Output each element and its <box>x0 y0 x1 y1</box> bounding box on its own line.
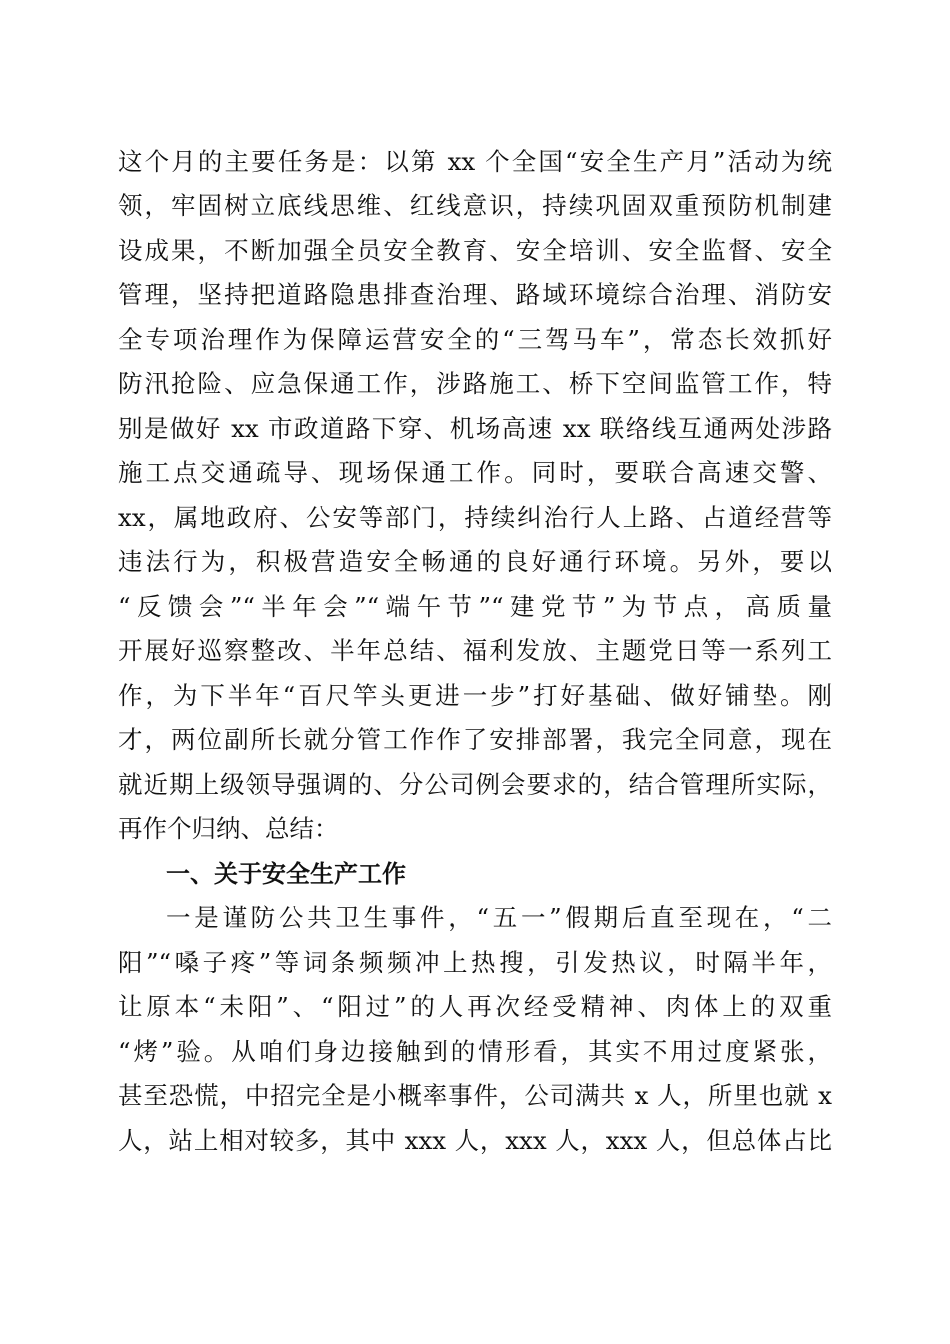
paragraph-line: 再作个归纳、总结： <box>118 814 339 843</box>
paragraph-line: 防汛抢险、应急保通工作，涉路施工、桥下空间监管工作，特 <box>118 369 832 398</box>
paragraph-line: 这个月的主要任务是：以第 xx 个全国“安全生产月”活动为统 <box>118 147 832 176</box>
paragraph-line: “反馈会”“半年会”“端午节”“建党节”为节点，高质量 <box>118 592 832 621</box>
section-heading: 一、关于安全生产工作 <box>166 860 406 888</box>
paragraph-line: 一是谨防公共卫生事件，“五一”假期后直至现在，“二 <box>166 903 832 932</box>
paragraph-line: 就近期上级领导强调的、分公司例会要求的，结合管理所实际， <box>118 770 832 799</box>
paragraph-line: xx，属地政府、公安等部门，持续纠治行人上路、占道经营等 <box>118 503 832 532</box>
paragraph-line: 才，两位副所长就分管工作作了安排部署，我完全同意，现在 <box>118 725 832 754</box>
paragraph-line: 管理，坚持把道路隐患排查治理、路域环境综合治理、消防安 <box>118 280 832 309</box>
paragraph-line: 违法行为，积极营造安全畅通的良好通行环境。另外，要以 <box>118 547 832 576</box>
paragraph-line: “烤”验。从咱们身边接触到的情形看，其实不用过度紧张， <box>118 1037 832 1066</box>
paragraph-line: 设成果，不断加强全员安全教育、安全培训、安全监督、安全 <box>118 236 832 265</box>
paragraph-line: 作，为下半年“百尺竿头更进一步”打好基础、做好铺垫。刚 <box>118 681 832 710</box>
paragraph-line: 施工点交通疏导、现场保通工作。同时，要联合高速交警、 <box>118 458 832 487</box>
paragraph-line: 开展好巡察整改、半年总结、福利发放、主题党日等一系列工 <box>118 636 832 665</box>
paragraph-line: 阳”“嗓子疼”等词条频频冲上热搜，引发热议，时隔半年， <box>118 948 832 977</box>
paragraph-line: 全专项治理作为保障运营安全的“三驾马车”，常态长效抓好 <box>118 325 832 354</box>
paragraph-line: 甚至恐慌，中招完全是小概率事件，公司满共 x 人，所里也就 x <box>118 1081 832 1110</box>
paragraph-line: 让原本“未阳”、“阳过”的人再次经受精神、肉体上的双重 <box>118 992 832 1021</box>
paragraph-line: 人，站上相对较多，其中 xxx 人，xxx 人，xxx 人，但总体占比 <box>118 1126 832 1155</box>
paragraph-line: 别是做好 xx 市政道路下穿、机场高速 xx 联络线互通两处涉路 <box>118 414 832 443</box>
paragraph-line: 领，牢固树立底线思维、红线意识，持续巩固双重预防机制建 <box>118 191 832 220</box>
